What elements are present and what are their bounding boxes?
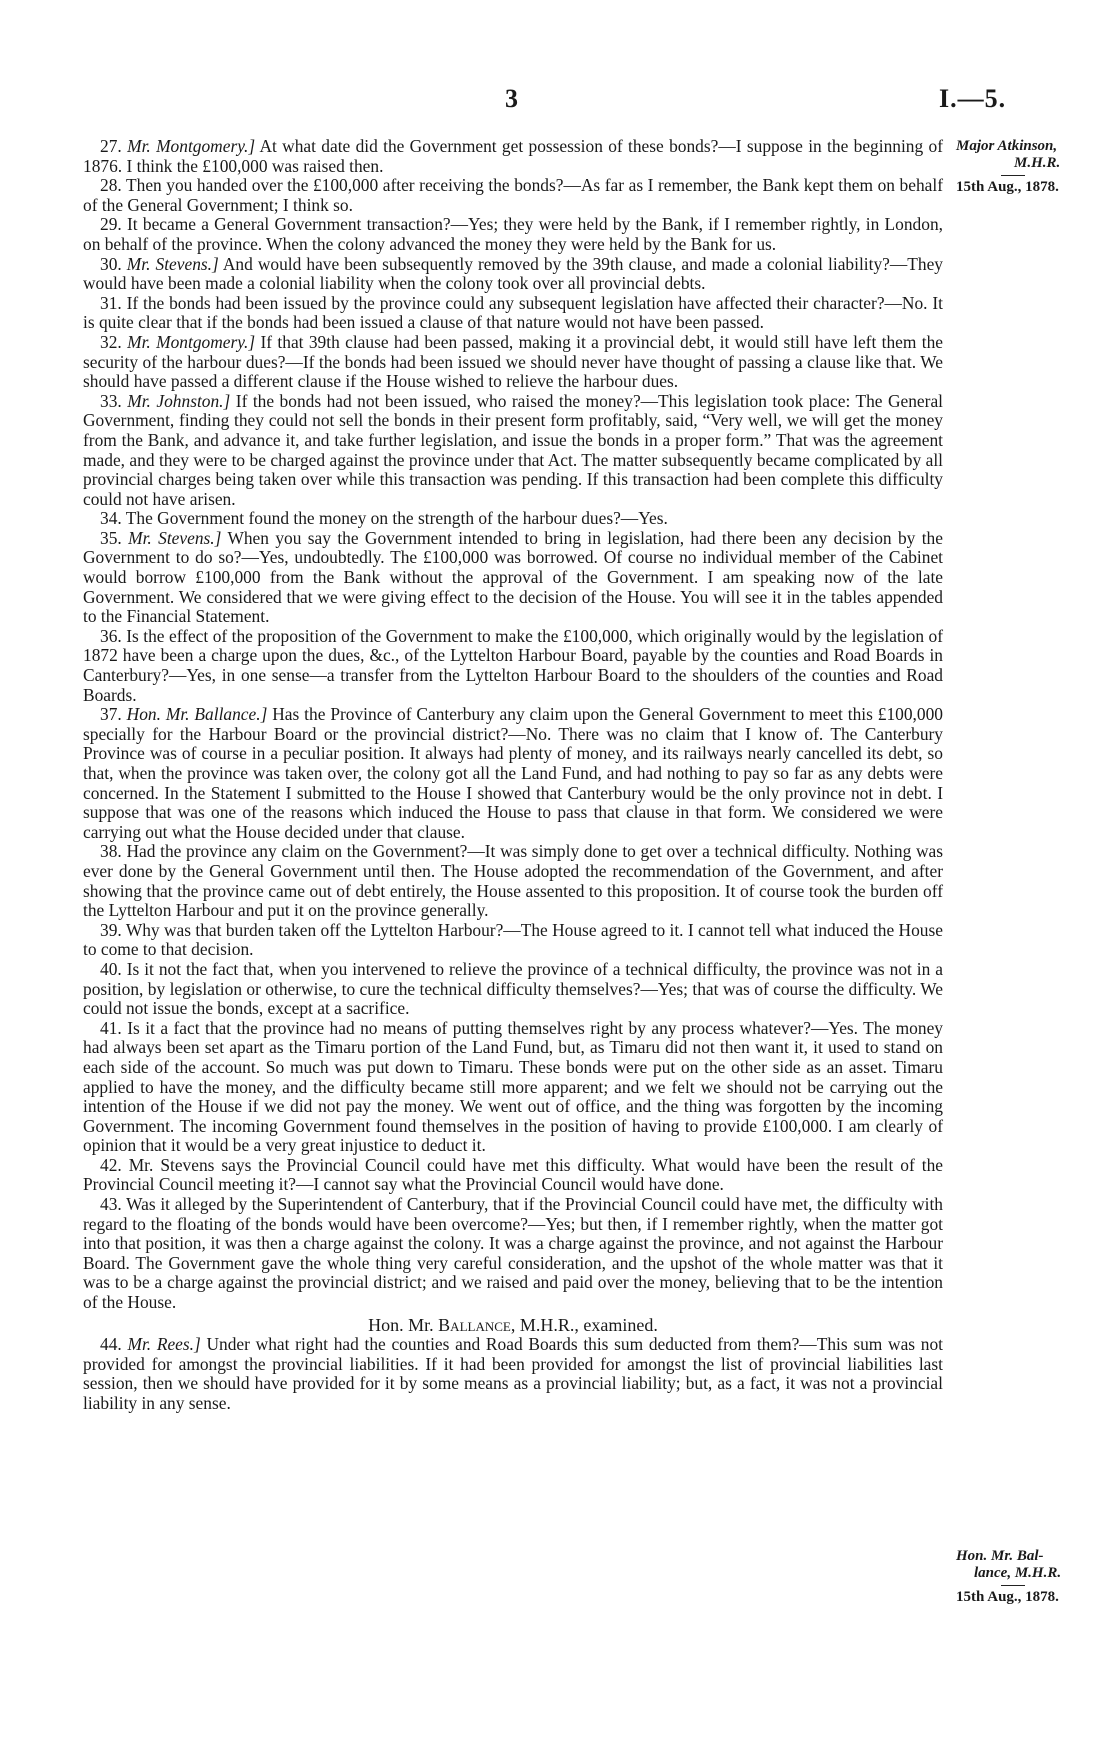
question-paragraph	[83, 509, 943, 529]
question-number: 43.	[100, 1194, 122, 1215]
question-paragraph	[83, 333, 943, 392]
question-text: Had the province any claim on the Government?—It was simply done to get over a technical difficulty. Nothing was ever done by the General Government until then. The House adopted the recommendation of the Government, and after showing that the province came out of debt entirely, the House assented to this proposition. It of course took the burden off the Lyttelton Harbour and put it on the province generally.	[83, 841, 943, 921]
question-text: It became a General Government transaction?—Yes; they were held by the Bank, if I remember rightly, in London, on behalf of the province. When the colony advanced the money they were held by the Bank for us.	[83, 214, 943, 254]
margin-witness-title: M.H.R.	[1014, 155, 1061, 171]
question-number: 38.	[100, 841, 122, 862]
question-number: 29.	[100, 214, 122, 235]
question-number: 36.	[100, 625, 122, 646]
question-number: 30.	[100, 253, 122, 274]
question-paragraph	[83, 1156, 943, 1195]
paper-reference: I.—5.	[939, 84, 1007, 113]
question-speaker: Mr. Montgomery.]	[127, 331, 256, 352]
question-number: 40.	[100, 958, 122, 979]
question-list	[83, 137, 943, 1313]
question-text: If the bonds had been issued by the province could any subsequent legislation have affected their character?—No. It is quite clear that if the bonds had been issued a clause of that nature would not have been passed.	[83, 292, 943, 333]
question-number: 37.	[100, 704, 122, 725]
question-text: Why was that burden taken off the Lyttelton Harbour?—The House agreed to it. I cannot tell what induced the House to come to that decision.	[83, 919, 943, 960]
question-number: 42.	[100, 1154, 122, 1175]
question-text: And would have been subsequently removed by the 39th clause, and made a colonial liability?—They would have been made a colonial liability when the colony took over all provincial debts.	[83, 253, 943, 294]
question-text: If that 39th clause had been passed, making it a provincial debt, it would still have left them the security of the harbour dues?—If the bonds had been issued we should never have thought of passing a clause like that. We should have passed a different clause if the House wished to relieve the harbour dues.	[83, 331, 943, 392]
question-paragraph	[83, 627, 943, 705]
question-text: Mr. Stevens says the Provincial Council could have met this difficulty. What would have been the result of the Provincial Council meeting it?—I cannot say what the Provincial Council would have done.	[83, 1154, 943, 1195]
question-number: 34.	[100, 508, 122, 529]
question-speaker: Mr. Stevens.]	[126, 253, 219, 274]
question-text: When you say the Government intended to bring in legislation, had there been any decision by the Government to do so?—Yes, undoubtedly. The £100,000 was borrowed. Of course no individual member of the Cabinet would borrow £100,000 from the Bank without the approval of the Government. I am speaking now of the late Government. We considered that we were giving effect to the decision of the House. You will see it in the tables appended to the Financial Statement.	[83, 527, 943, 627]
question-speaker: Mr. Montgomery.]	[127, 136, 256, 156]
question-text: If the bonds had not been issued, who raised the money?—This legislation took place: The General Government, finding they could not sell the bonds in their present form profitably, said, “Very well, we will get the money from the Bank, and advance it, and take further legislation, and issue the bonds in a proper form.” That was the agreement made, and they were to be charged against the province under that Act. The matter subsequently became complicated by all provincial charges being taken over while this transaction was pending. If this transaction had been complete this difficulty could not have arisen.	[83, 390, 943, 509]
section-heading	[83, 1316, 943, 1336]
question-speaker: Mr. Rees.]	[127, 1334, 201, 1355]
question-paragraph	[83, 842, 943, 920]
question-number: 31.	[100, 292, 122, 313]
question-speaker: Mr. Johnston.]	[127, 390, 231, 411]
margin-witness-name: Major Atkinson,	[956, 138, 1058, 154]
question-number: 28.	[100, 175, 122, 196]
question-number: 32.	[100, 331, 122, 352]
question-speaker: Mr. Stevens.]	[128, 527, 222, 548]
question-text: Is the effect of the proposition of the Government to make the £100,000, which originally would by the legislation of 1872 have been a charge upon the dues, &c., of the Lyttelton Harbour Board, payable by the counties and Road Boards in Canterbury?—Yes, in one sense—a transfer from the Lyttelton Harbour Board to the shoulders of the counties and Road Boards.	[83, 625, 943, 705]
question-paragraph	[83, 921, 943, 960]
question-paragraph	[83, 176, 943, 215]
question-text: Is it a fact that the province had no means of putting themselves right by any process whatever?—Yes. The money had always been set apart as the Timaru portion of the Land Fund, but, as Timaru did not then want it, it used to stand on each side of the account. So much was put down to Timaru. These bonds were put on the other side as an asset. Timaru applied to have the money, and the difficulty became still more apparent; and we felt we should not be carrying out the intention of the House if we did not pay the money. We went out of office, and the thing was forgotten by the incoming Government. The incoming Government found themselves in the position of having to provide £100,000. I am clearly of opinion that it would be a very great injustice to deduct it.	[83, 1017, 943, 1156]
page-number: 3	[505, 84, 518, 113]
margin-note-witness-1	[956, 138, 1114, 196]
margin-rule	[1001, 175, 1025, 176]
question-paragraph	[83, 1195, 943, 1313]
question-number: 39.	[100, 919, 122, 940]
question-number: 27.	[100, 136, 122, 156]
question-paragraph	[83, 960, 943, 1019]
question-text: Is it not the fact that, when you intervened to relieve the province of a technical difficulty, the province was not in a position, by legislation or otherwise, to cure the technical difficulty themselves?—Yes; that was of course the difficulty. We could not issue the bonds, except at a sacrifice.	[83, 958, 943, 1019]
margin-witness-title: lance, M.H.R.	[974, 1565, 1062, 1581]
question-paragraph	[83, 1019, 943, 1156]
margin-note-witness-2	[956, 1548, 1114, 1606]
evidence-body	[83, 137, 943, 1414]
question-text: The Government found the money on the strength of the harbour dues?—Yes.	[125, 508, 668, 529]
question-text: At what date did the Government get possession of these bonds?—I suppose in the beginning of 1876. I think the £100,000 was raised then.	[83, 136, 943, 176]
question-text: Was it alleged by the Superintendent of Canterbury, that if the Provincial Council could have met, the difficulty with regard to the floating of the bonds would have been overcome?—Yes; but then, if I remember rightly, when the matter got into that position, it was then a charge against the colony. It was a charge against the province, and not against the Harbour Board. The Government gave the whole thing very careful consideration, and the upshot of the whole matter was that it was to be a charge against the provincial district; and we raised and paid over the money, believing that to be the intention of the House.	[83, 1194, 943, 1313]
margin-date: 15th Aug., 1878.	[956, 1589, 1059, 1605]
question-number: 35.	[100, 527, 122, 548]
heading-prefix: Hon. Mr.	[368, 1314, 439, 1335]
heading-name: Ballance	[438, 1314, 511, 1335]
question-speaker: Hon. Mr. Ballance.]	[126, 704, 268, 725]
question-number: 33.	[100, 390, 122, 411]
question-text: Has the Province of Canterbury any claim upon the General Government to meet this £100,000 specially for the Harbour Board or the provincial district?—No. There was no claim that I know of. The Canterbury Province was of course in a peculiar position. It always had plenty of money, and its railways nearly cancelled its debt, so that, when the province was taken over, the colony got all the Land Fund, and had nothing to pay so far as any debts were concerned. In the Statement I submitted to the House I showed that Canterbury would be the only province not in debt. I suppose that was one of the reasons which induced the House to pass that clause in that form. We considered we were carrying out what the House decided under that clause.	[83, 704, 943, 842]
question-number: 41.	[100, 1017, 122, 1038]
question-text: Then you handed over the £100,000 after receiving the bonds?—As far as I remember, the Bank kept them on behalf of the General Government; I think so.	[83, 175, 943, 215]
question-text: Under what right had the counties and Road Boards this sum deducted from them?—This sum was not provided for amongst the provincial liabilities. If it had been provided for amongst the list of provincial liabilities last session, then we should have provided for it by some means as a provincial liability; but, as a fact, it was not a provincial liability in any sense.	[83, 1334, 943, 1413]
margin-rule	[1001, 1585, 1025, 1586]
margin-date: 15th Aug., 1878.	[956, 179, 1059, 195]
question-paragraph	[83, 529, 943, 627]
question-paragraph	[83, 1335, 943, 1413]
question-paragraph	[83, 255, 943, 294]
question-paragraph	[83, 705, 943, 842]
question-paragraph	[83, 392, 943, 510]
question-paragraph	[83, 137, 943, 176]
question-paragraph	[83, 294, 943, 333]
question-paragraph	[83, 215, 943, 254]
question-number: 44.	[100, 1334, 122, 1355]
margin-witness-name: Hon. Mr. Bal-	[956, 1548, 1044, 1564]
heading-suffix: , M.H.R., examined.	[510, 1314, 658, 1335]
